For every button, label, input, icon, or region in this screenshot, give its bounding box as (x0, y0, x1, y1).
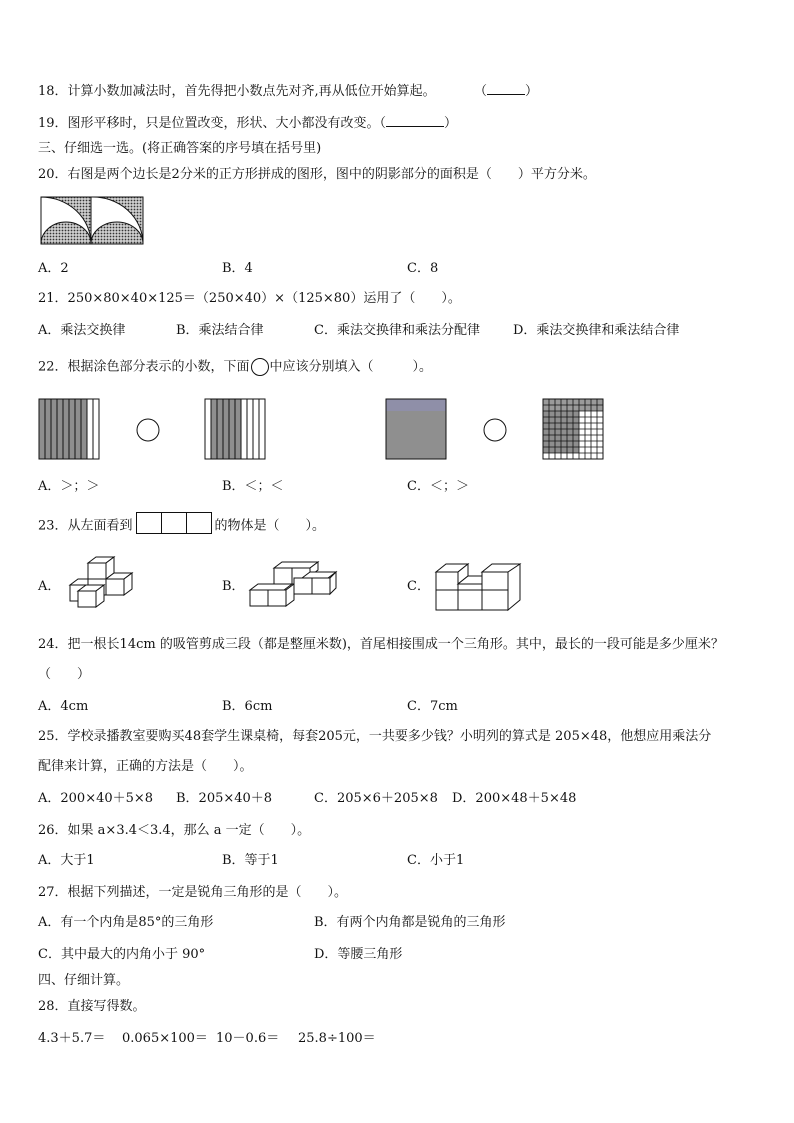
question-22-text-b: 中应该分别填入（ ）。 (269, 359, 433, 375)
q21-option-d[interactable]: D．乘法交换律和乘法结合律 (513, 323, 680, 338)
q20-option-b[interactable]: B．4 (222, 261, 253, 276)
question-20-text: 20．右图是两个边长是2分米的正方形拼成的图形，图中的阴影部分的面积是（ ）平方分米。 (38, 167, 596, 182)
two-squares-shaded-figure (40, 196, 144, 246)
q27-option-d[interactable]: D．等腰三角形 (314, 947, 403, 962)
left-view-three-squares (136, 512, 212, 540)
question-27-text: 27．根据下列描述，一定是锐角三角形的是（ ）。 (38, 885, 348, 900)
q21-option-c[interactable]: C．乘法交换律和乘法分配律 (314, 323, 480, 338)
question-25-line-1: 25．学校录播教室要购买48套学生课桌椅，每套205元，一共要多少钱？小明列的算式是 205×48，他想应用乘法分 (38, 729, 712, 744)
question-18-text: 18．计算小数加减法时，首先得把小数点先对齐,再从低位开始算起。 (38, 84, 436, 99)
grid-model-4 (542, 398, 604, 460)
calc-item-1: 4.3＋5.7＝ (38, 1031, 106, 1046)
q26-option-c[interactable]: C．小于1 (407, 853, 465, 868)
question-23-text-a: 23．从左面看到 (38, 518, 133, 534)
compare-circle-2[interactable] (483, 418, 507, 442)
question-24-paren[interactable]: （ ） (38, 667, 91, 682)
question-24-text: 24．把一根长14cm 的吸管剪成三段（都是整厘米数)，首尾相接围成一个三角形。其中，最长的一段可能是多少厘米？ (38, 637, 724, 652)
q27-option-b[interactable]: B．有两个内角都是锐角的三角形 (314, 915, 506, 930)
calc-item-3: 10－0.6＝ (216, 1031, 280, 1046)
calc-item-2: 0.065×100＝ (122, 1031, 208, 1046)
q25-option-d[interactable]: D．200×48＋5×48 (452, 791, 577, 806)
question-23 (38, 512, 325, 540)
question-19 (38, 114, 457, 133)
square-model-3 (385, 398, 447, 460)
q20-option-c[interactable]: C．8 (407, 261, 439, 276)
q23-option-a[interactable]: A． (38, 579, 61, 594)
q22-option-b[interactable]: B．＜；＜ (222, 479, 284, 494)
section-3-heading: 三、仔细选一选。(将正确答案的序号填在括号里) (38, 141, 322, 156)
cube-stack-b (248, 560, 340, 612)
q25-option-c[interactable]: C．205×6＋205×8 (314, 791, 438, 806)
question-26-text: 26．如果 a×3.4＜3.4，那么 a 一定（ ）。 (38, 823, 311, 838)
q27-option-a[interactable]: A．有一个内角是85°的三角形 (38, 915, 214, 930)
strip-model-2 (204, 398, 266, 460)
answer-blank[interactable] (386, 114, 444, 127)
answer-blank[interactable] (487, 82, 525, 95)
q18-paren-right: ） (524, 84, 538, 99)
question-23-text-b: 的物体是（ ）。 (214, 518, 326, 534)
q22-option-a[interactable]: A．＞；＞ (38, 479, 100, 494)
q25-option-b[interactable]: B．205×40＋8 (176, 791, 273, 806)
question-18 (38, 82, 538, 101)
calc-item-4: 25.8÷100＝ (298, 1031, 376, 1046)
question-28-text: 28．直接写得数。 (38, 999, 146, 1014)
question-25-line-2: 配律来计算，正确的方法是（ ）。 (38, 759, 253, 774)
q18-paren-left: （ (473, 84, 487, 99)
q26-option-a[interactable]: A．大于1 (38, 853, 95, 868)
question-22 (38, 358, 432, 377)
q23-option-b[interactable]: B． (222, 579, 245, 594)
cube-stack-a (64, 555, 138, 615)
q22-option-c[interactable]: C．＜；＞ (407, 479, 469, 494)
q26-option-b[interactable]: B．等于1 (222, 853, 279, 868)
q24-option-a[interactable]: A．4cm (38, 699, 89, 714)
q20-option-a[interactable]: A．2 (38, 261, 69, 276)
strip-model-1 (38, 398, 100, 460)
section-4-heading: 四、仔细计算。 (38, 973, 130, 988)
compare-circle-1[interactable] (136, 418, 160, 442)
question-19-text: 19．图形平移时，只是位置改变，形状、大小都没有改变。（ (38, 116, 387, 131)
question-21-text: 21．250×80×40×125＝（250×40）×（125×80）运用了（ ）。 (38, 291, 461, 306)
circle-icon (251, 358, 269, 376)
q19-paren-right: ） (444, 116, 458, 131)
question-22-text-a: 22．根据涂色部分表示的小数，下面 (38, 359, 250, 375)
q21-option-a[interactable]: A．乘法交换律 (38, 323, 126, 338)
q21-option-b[interactable]: B．乘法结合律 (176, 323, 264, 338)
q24-option-c[interactable]: C．7cm (407, 699, 458, 714)
q27-option-c[interactable]: C．其中最大的内角小于 90° (38, 947, 206, 962)
cube-stack-c (434, 560, 526, 614)
q24-option-b[interactable]: B．6cm (222, 699, 273, 714)
q23-option-c[interactable]: C． (407, 579, 430, 594)
q25-option-a[interactable]: A．200×40＋5×8 (38, 791, 154, 806)
